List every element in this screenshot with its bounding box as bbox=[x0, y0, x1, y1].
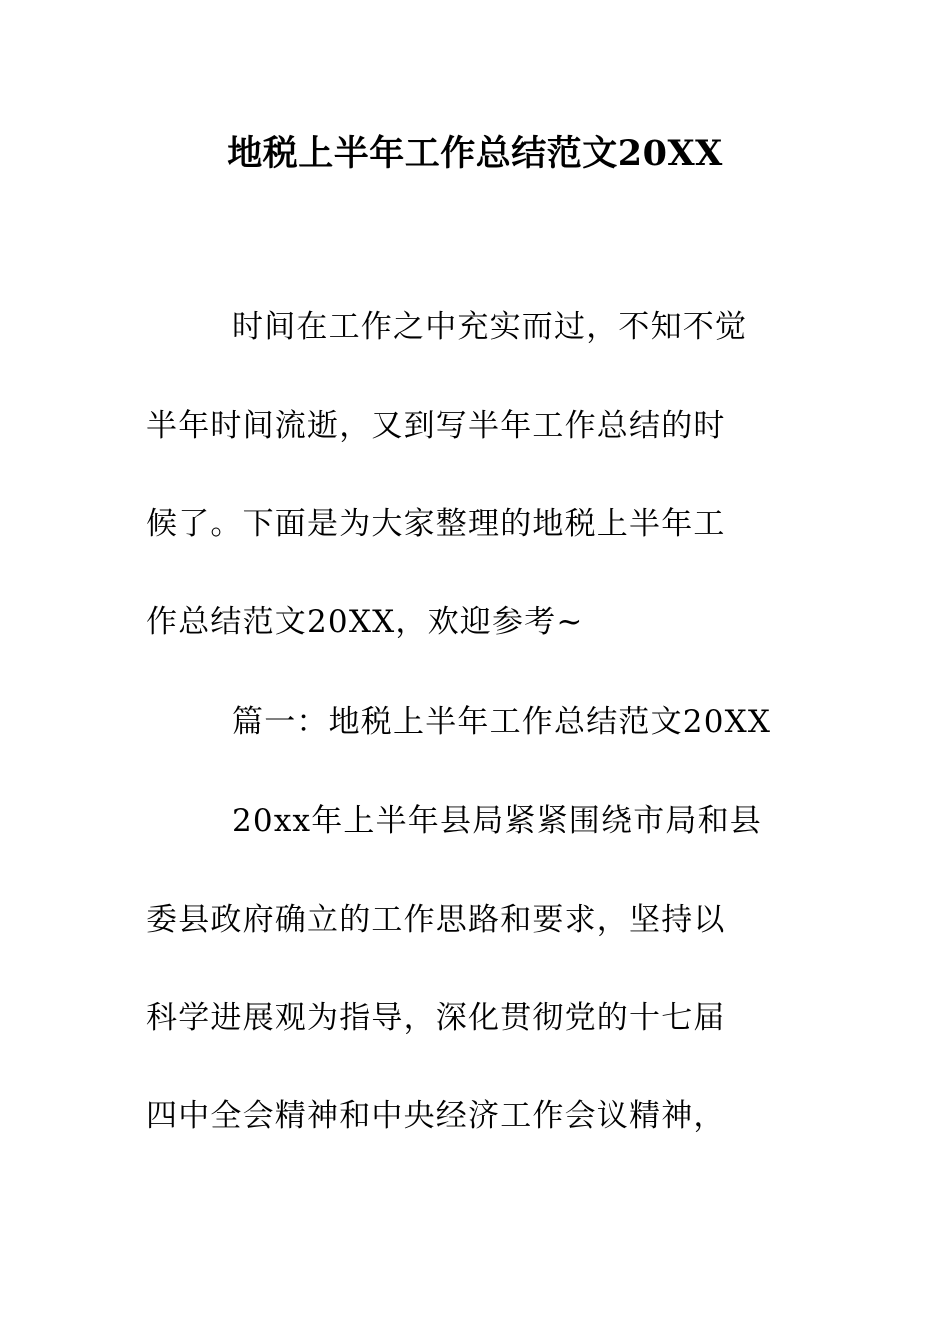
document-title: 地税上半年工作总结范文20XX bbox=[227, 133, 723, 174]
paragraph-line: 20xx年上半年县局紧紧围绕市局和县 bbox=[232, 803, 763, 839]
paragraph-line: 半年时间流逝，又到写半年工作总结的时 bbox=[146, 408, 726, 444]
paragraph-line: 时间在工作之中充实而过，不知不觉 bbox=[232, 309, 748, 345]
section-heading: 篇一：地税上半年工作总结范文20XX bbox=[232, 704, 772, 740]
paragraph-line: 科学进展观为指导，深化贯彻党的十七届 bbox=[146, 1000, 726, 1036]
paragraph-line: 候了。下面是为大家整理的地税上半年工 bbox=[146, 506, 726, 542]
paragraph-line: 四中全会精神和中央经济工作会议精神， bbox=[146, 1098, 726, 1134]
paragraph-line: 作总结范文20XX，欢迎参考~ bbox=[146, 604, 584, 640]
paragraph-line: 委县政府确立的工作思路和要求，坚持以 bbox=[146, 902, 726, 938]
